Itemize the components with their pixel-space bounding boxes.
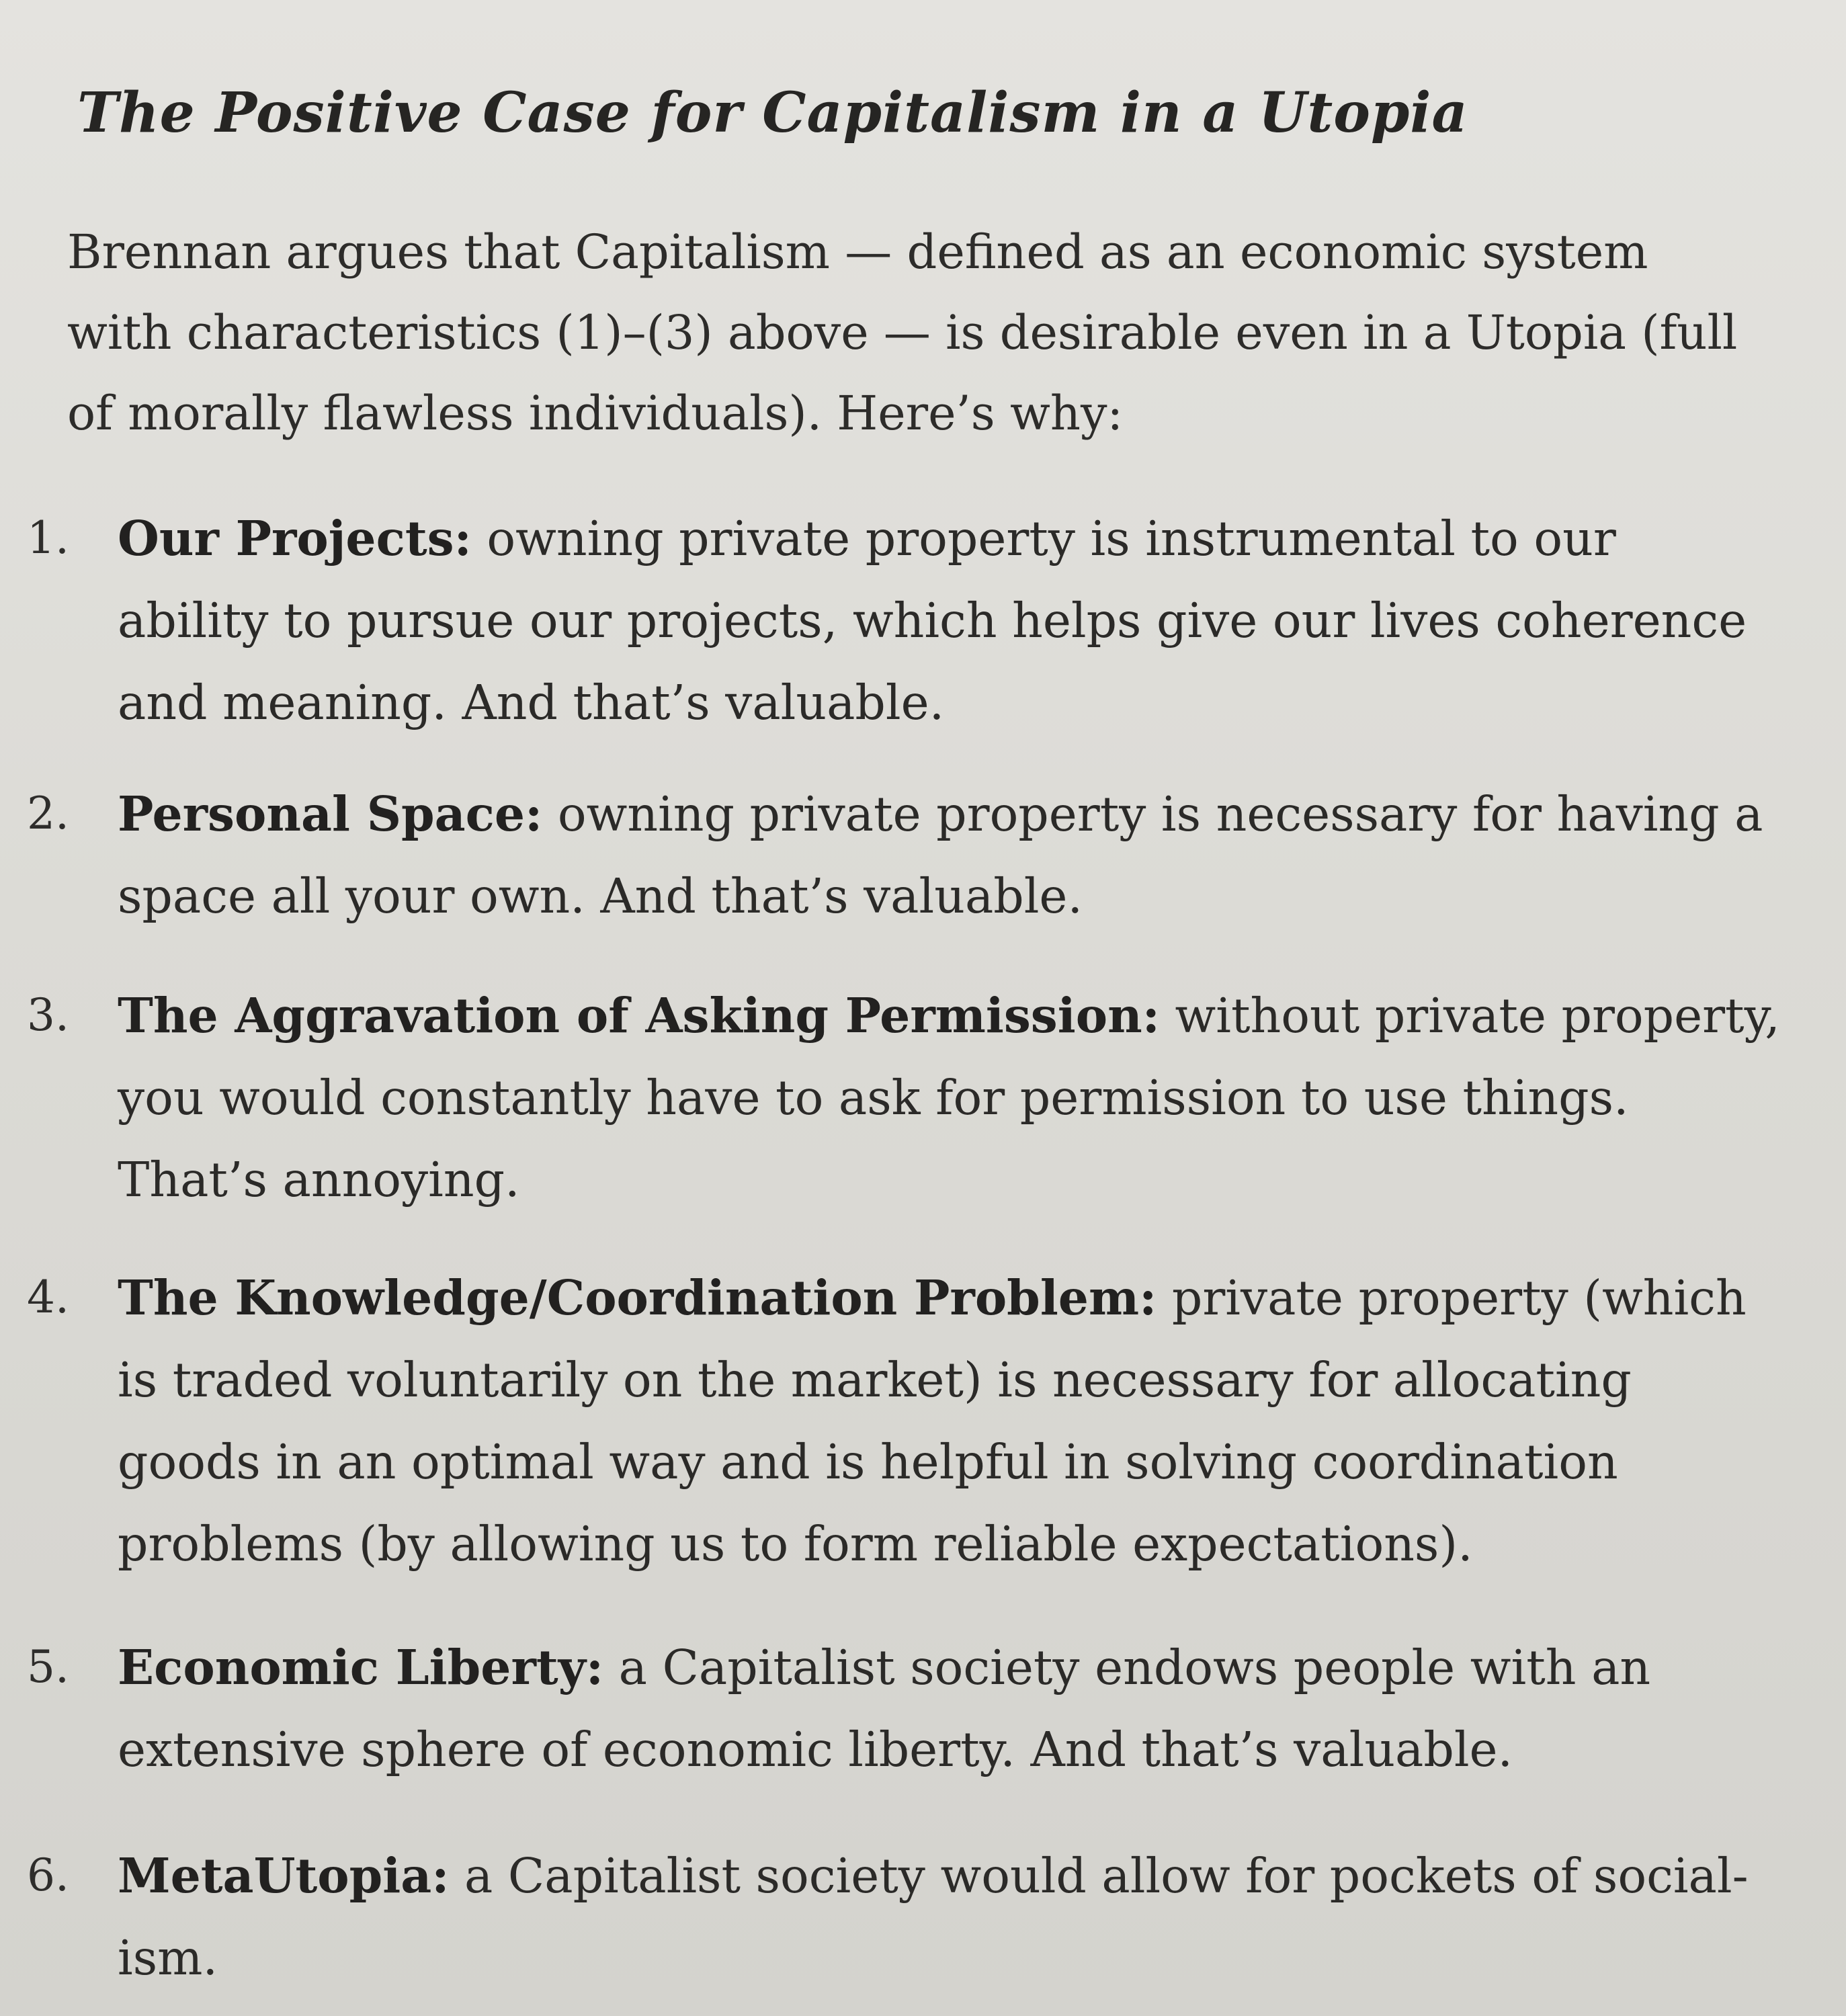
item-line: That’s annoying. (118, 1152, 520, 1208)
item-text (118, 1835, 1838, 1999)
item-line: extensive sphere of economic liberty. And that’s valuable. (118, 1722, 1513, 1777)
item-term: MetaUtopia: (118, 1847, 450, 1904)
item-first-line-rest: private property (which (1157, 1270, 1747, 1326)
item-line: and meaning. And that’s valuable. (118, 675, 945, 730)
item-line: ability to pursue our projects, which helps give our lives coherence (118, 593, 1747, 648)
item-first-line (118, 1626, 1838, 1709)
item-first-line-rest: without private property, (1159, 988, 1780, 1044)
intro-line: of morally flawless individuals). Here’s why: (67, 386, 1124, 441)
item-number: 3. (27, 989, 69, 1041)
item-first-line-rest: a Capitalist society endows people with an (603, 1640, 1651, 1695)
item-number: 6. (27, 1849, 69, 1901)
item-text (118, 497, 1838, 744)
item-first-line-rest: a Capitalist society would allow for pockets of social- (449, 1848, 1749, 1904)
item-first-line-rest: owning private property is instrumental to our (471, 511, 1616, 566)
item-number: 4. (27, 1271, 69, 1323)
item-line: goods in an optimal way and is helpful in solving coordination (118, 1434, 1618, 1490)
intro-paragraph (67, 212, 1814, 454)
item-number: 1. (27, 512, 69, 564)
item-line: you would constantly have to ask for permission to use things. (118, 1070, 1629, 1126)
item-first-line (118, 773, 1838, 855)
intro-line: Brennan argues that Capitalism — defined as an economic system (67, 224, 1648, 280)
item-first-line (118, 1835, 1838, 1917)
item-number: 2. (27, 788, 69, 839)
section-heading: The Positive Case for Capitalism in a Utopia (77, 81, 1468, 145)
item-line: ism. (118, 1930, 218, 1986)
item-text (118, 773, 1838, 937)
item-line: space all your own. And that’s valuable. (118, 868, 1083, 924)
item-line: problems (by allowing us to form reliable expectations). (118, 1516, 1473, 1572)
intro-line: with characteristics (1)–(3) above — is desirable even in a Utopia (full (67, 305, 1738, 360)
item-term: The Knowledge/Coordination Problem: (118, 1269, 1157, 1326)
item-first-line (118, 1257, 1838, 1339)
item-term: Economic Liberty: (118, 1639, 604, 1695)
item-first-line (118, 497, 1838, 580)
item-text (118, 974, 1838, 1221)
item-term: Our Projects: (118, 510, 472, 566)
item-line: is traded voluntarily on the market) is necessary for allocating (118, 1352, 1632, 1408)
item-term: The Aggravation of Asking Permission: (118, 987, 1160, 1044)
item-term: Personal Space: (118, 786, 543, 842)
item-first-line-rest: owning private property is necessary for having a (542, 786, 1763, 842)
item-text (118, 1626, 1838, 1791)
item-first-line (118, 974, 1838, 1057)
item-text (118, 1257, 1838, 1585)
item-number: 5. (27, 1641, 69, 1693)
